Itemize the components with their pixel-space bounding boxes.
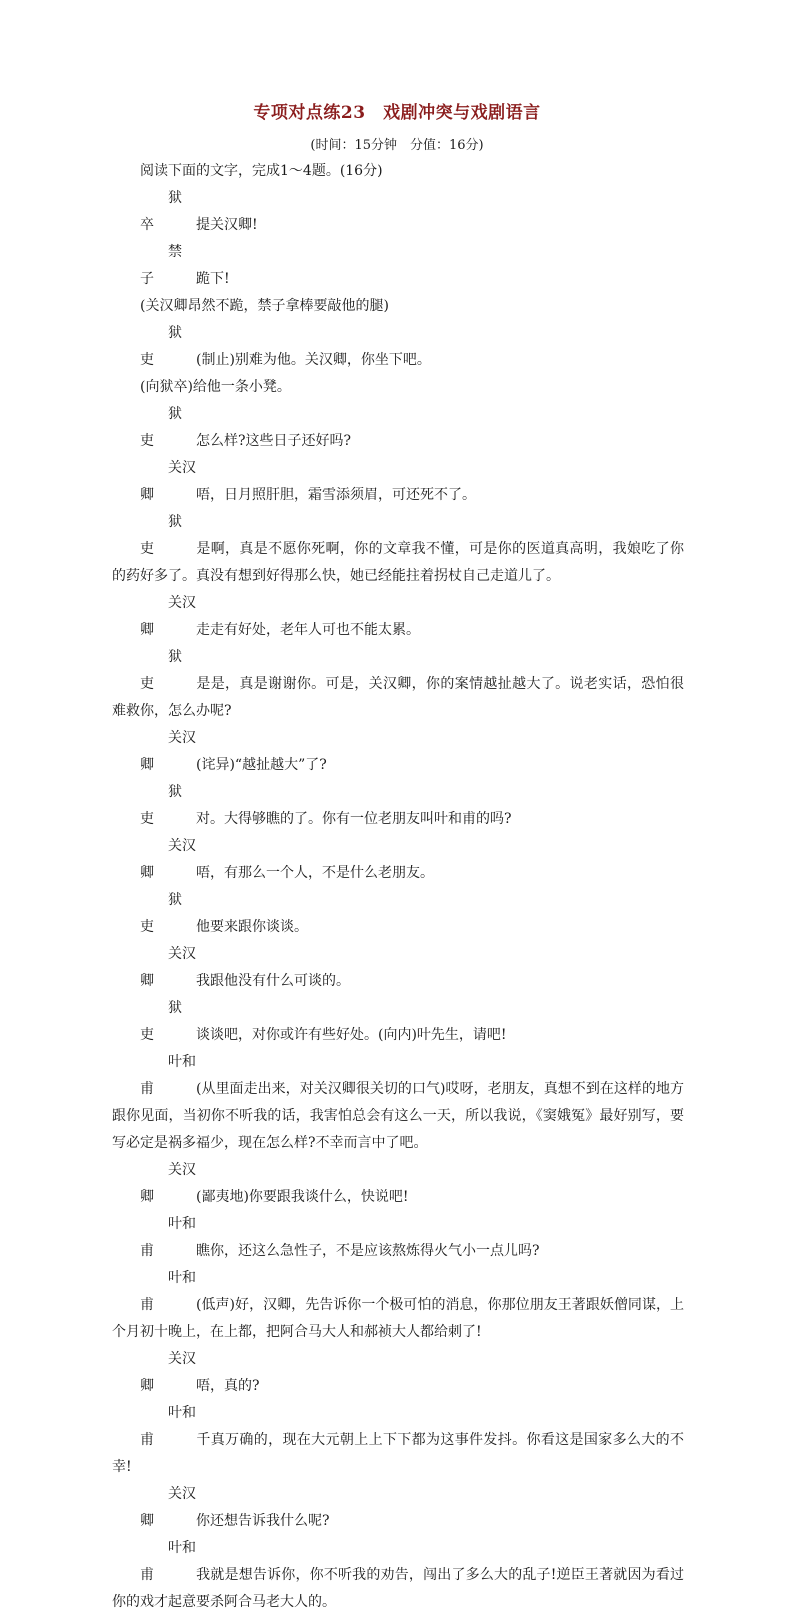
dialogue-list [112, 185, 684, 1616]
speaker-name: 关汉卿 [140, 460, 196, 503]
speaker-name: 关汉卿 [140, 1351, 196, 1394]
dialogue-line [112, 1049, 684, 1157]
line-text: 我跟他没有什么可谈的。 [196, 973, 350, 989]
page-subtitle: (时间：15分钟 分值：16分) [310, 138, 484, 153]
dialogue-line [112, 401, 684, 455]
dialogue-line [112, 320, 684, 374]
line-text: 提关汉卿! [196, 217, 258, 233]
speaker-name: 狱吏 [140, 406, 196, 449]
dialogue-line [112, 779, 684, 833]
line-text: (鄙夷地)你要跟我谈什么，快说吧! [196, 1189, 409, 1205]
intro-paragraph: 阅读下面的文字，完成1～4题。(16分) [140, 163, 383, 179]
speaker-name: 关汉卿 [140, 838, 196, 881]
dialogue-line [112, 509, 684, 590]
line-text: (低声)好，汉卿，先告诉你一个极可怕的消息，你那位朋友王著跟妖僧同谋，上个月初十晚上，在上都，把阿合马大人和郝祯大人都给刺了! [112, 1297, 684, 1340]
speaker-name: 关汉卿 [140, 946, 196, 989]
page-title: 专项对点练23 戏剧冲突与戏剧语言 [253, 103, 541, 123]
line-text: 唔，有那么一个人，不是什么老朋友。 [196, 865, 434, 881]
speaker-name: 关汉卿 [140, 1162, 196, 1205]
line-text: 唔，日月照肝胆，霜雪添须眉，可还死不了。 [196, 487, 476, 503]
line-text: (向狱卒)给他一条小凳。 [140, 379, 291, 395]
dialogue-line [112, 293, 684, 320]
line-text: 瞧你，还这么急性子，不是应该熬炼得火气小一点儿吗? [196, 1243, 540, 1259]
speaker-name: 狱吏 [140, 514, 196, 557]
speaker-name: 叶和甫 [140, 1405, 196, 1448]
speaker-name: 狱吏 [140, 325, 196, 368]
speaker-name: 关汉卿 [140, 730, 196, 773]
dialogue-line [112, 1400, 684, 1481]
dialogue-line [112, 185, 684, 239]
speaker-name: 狱吏 [140, 892, 196, 935]
line-text: 谈谈吧，对你或许有些好处。(向内)叶先生，请吧! [196, 1027, 507, 1043]
dialogue-line [112, 239, 684, 293]
line-text: 走走有好处，老年人可也不能太累。 [196, 622, 420, 638]
dialogue-line [112, 1535, 684, 1616]
line-text: (关汉卿昂然不跪，禁子拿棒要敲他的腿) [140, 298, 389, 314]
line-text: 千真万确的，现在大元朝上上下下都为这事件发抖。你看这是国家多么大的不幸! [112, 1432, 684, 1475]
line-text: 怎么样?这些日子还好吗? [196, 433, 352, 449]
speaker-name: 叶和甫 [140, 1216, 196, 1259]
speaker-name: 叶和甫 [140, 1270, 196, 1313]
dialogue-line [112, 1157, 684, 1211]
speaker-name: 关汉卿 [140, 1486, 196, 1529]
line-text: 我就是想告诉你，你不听我的劝告，闯出了多么大的乱子!逆臣王著就因为看过你的戏才起意要杀阿合马老大人的。 [112, 1567, 684, 1610]
dialogue-line [112, 887, 684, 941]
dialogue-line [112, 644, 684, 725]
line-text: (诧异)“越扯越大”了? [196, 757, 327, 773]
line-text: (从里面走出来，对关汉卿很关切的口气)哎呀，老朋友，真想不到在这样的地方跟你见面，当初你不听我的话，我害怕总会有这么一天，所以我说，《窦娥冤》最好别写，要写必定是祸多福少，现在怎么样?不幸而言中了吧。 [112, 1081, 684, 1151]
line-text: 唔，真的? [196, 1378, 260, 1394]
speaker-name: 狱吏 [140, 649, 196, 692]
dialogue-line [112, 455, 684, 509]
speaker-name: 关汉卿 [140, 595, 196, 638]
line-text: 对。大得够瞧的了。你有一位老朋友叫叶和甫的吗? [196, 811, 512, 827]
dialogue-line [112, 374, 684, 401]
dialogue-line [112, 995, 684, 1049]
dialogue-line [112, 833, 684, 887]
speaker-name: 狱卒 [140, 190, 196, 233]
dialogue-line [112, 1211, 684, 1265]
speaker-name: 狱吏 [140, 1000, 196, 1043]
line-text: 你还想告诉我什么呢? [196, 1513, 330, 1529]
speaker-name: 禁子 [140, 244, 196, 287]
speaker-name: 叶和甫 [140, 1054, 196, 1097]
line-text: (制止)别难为他。关汉卿，你坐下吧。 [196, 352, 431, 368]
line-text: 是是，真是谢谢你。可是，关汉卿，你的案情越扯越大了。说老实话，恐怕很难救你，怎么办呢? [112, 676, 684, 719]
speaker-name: 叶和甫 [140, 1540, 196, 1583]
line-text: 他要来跟你谈谈。 [196, 919, 308, 935]
dialogue-line [112, 590, 684, 644]
speaker-name: 狱吏 [140, 784, 196, 827]
line-text: 是啊，真是不愿你死啊，你的文章我不懂，可是你的医道真高明，我娘吃了你的药好多了。真没有想到好得那么快，她已经能拄着拐杖自己走道儿了。 [112, 541, 684, 584]
line-text: 跪下! [196, 271, 230, 287]
document-body [112, 158, 684, 1616]
dialogue-line [112, 1265, 684, 1346]
dialogue-line [112, 941, 684, 995]
dialogue-line [112, 1346, 684, 1400]
dialogue-line [112, 1481, 684, 1535]
dialogue-line [112, 725, 684, 779]
